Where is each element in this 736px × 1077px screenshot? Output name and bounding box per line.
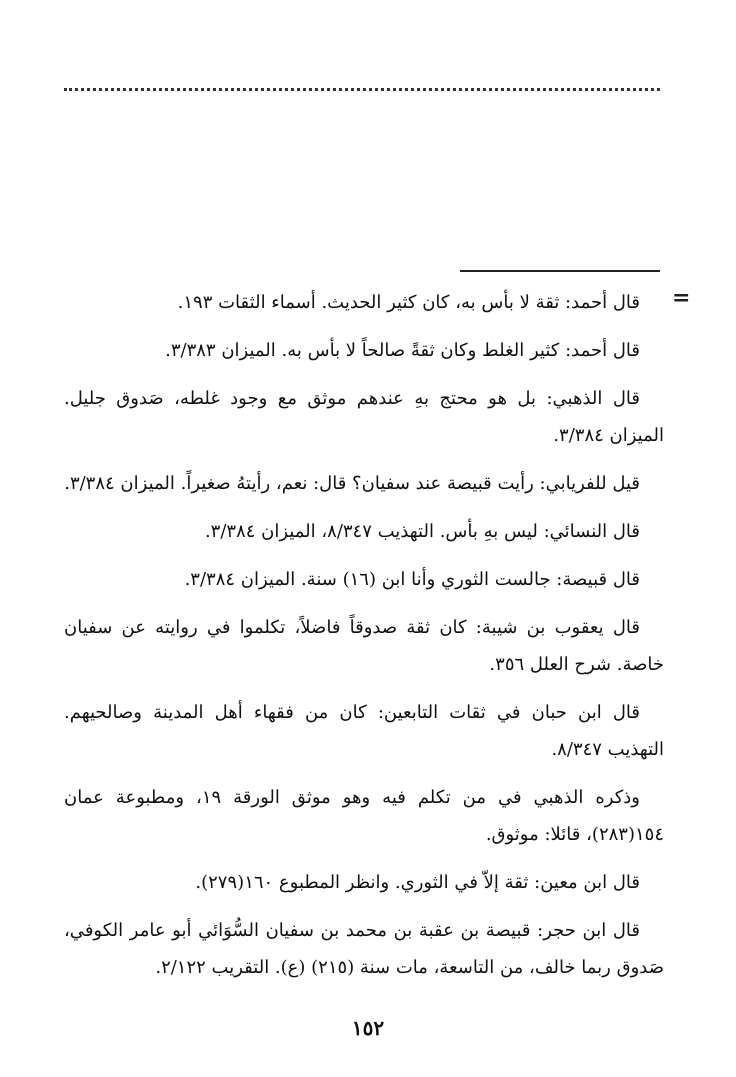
header-dotted-rule [64,88,660,91]
footnote-paragraph: قال ابن حبان في ثقات التابعين: كان من فقهاء أهل المدينة وصالحيهم. التهذيب ٨/٣٤٧. [64,702,664,760]
footnote-paragraph: قال ابن حجر: قبيصة بن عقبة بن محمد بن سفيان السُّوَائي أبو عامر الكوفي، صَدوق ربما خالف، من التاسعة، مات سنة (٢١٥) (ع). التقريب ٢/١٢٢. [64,920,664,978]
continuation-mark: = [672,285,691,311]
footnote-paragraph: قال قبيصة: جالست الثوري وأنا ابن (١٦) سنة. الميزان ٣/٣٨٤. [184,569,640,590]
footnote-paragraph: قيل للفريابي: رأيت قبيصة عند سفيان؟ قال: نعم، رأيتهُ صغيراً. الميزان ٣/٣٨٤. [64,473,640,494]
footnote-paragraph: قال أحمد: ثقة لا بأس به، كان كثير الحديث. أسماء الثقات ١٩٣. [177,292,640,313]
footnote-paragraph: قال يعقوب بن شيبة: كان ثقة صدوقاً فاضلاً، تكلموا في روايته عن سفيان خاصة. شرح العلل ٣٥٦. [64,617,664,675]
footnote-paragraph: قال أحمد: كثير الغلط وكان ثقةً صالحاً لا بأس به. الميزان ٣/٣٨٣. [165,340,640,361]
footnote-paragraph: قال النسائي: ليس بهِ بأس. التهذيب ٨/٣٤٧، الميزان ٣/٣٨٤. [204,521,640,542]
footnote-paragraph: وذكره الذهبي في من تكلم فيه وهو موثق الورقة ١٩، ومطبوعة عمان ١٥٤(٢٨٣)، قائلا: موثوق. [64,787,664,845]
footnote-list [64,284,664,997]
page-number: ١٥٢ [351,1016,385,1040]
footnote-separator [460,270,660,272]
footnote-paragraph: قال الذهبي: بل هو محتج بهِ عندهم موثق مع وجود غلطه، صَدوق جليل. الميزان ٣/٣٨٤. [64,388,664,446]
footnote-paragraph: قال ابن معين: ثقة إلاّ في الثوري. وانظر المطبوع ١٦٠(٢٧٩). [195,872,640,893]
